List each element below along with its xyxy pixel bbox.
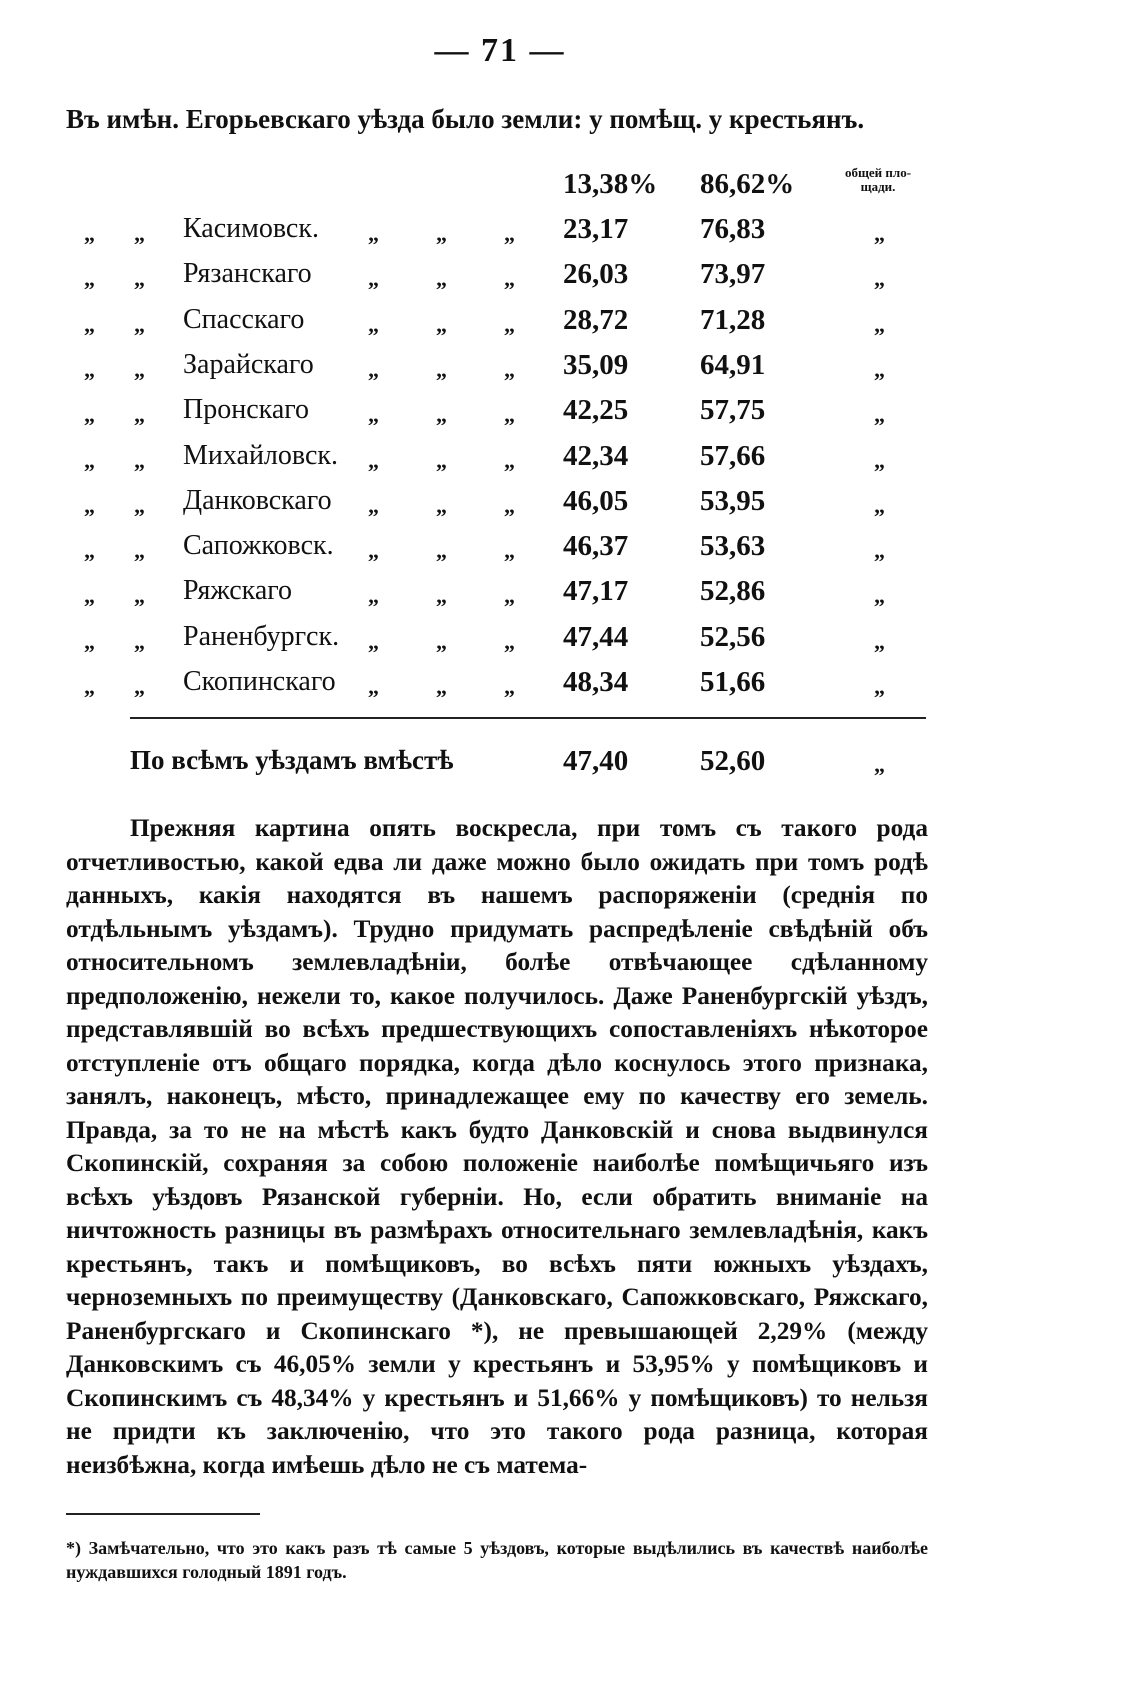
ditto-mark: „ <box>504 311 515 337</box>
ditto-mark: „ <box>436 583 447 609</box>
ditto-mark: „ <box>84 583 95 609</box>
ditto-mark: „ <box>368 538 379 564</box>
ditto-mark: „ <box>504 538 515 564</box>
landlord-share: 47,17 <box>563 575 629 608</box>
ditto-mark: „ <box>436 492 447 518</box>
peasant-share: 57,66 <box>700 439 766 472</box>
ditto-mark: „ <box>368 311 379 337</box>
ditto-mark: „ <box>436 447 447 473</box>
total-label: По всѣмъ уѣздамъ вмѣстѣ <box>130 745 454 775</box>
ditto-mark: „ <box>134 356 145 382</box>
ditto-mark: „ <box>504 447 515 473</box>
ditto-mark: „ <box>368 266 379 292</box>
table-header: Въ имѣн. Егорьевскаго уѣзда было земли: у помѣщ. у крестьянъ. <box>66 104 865 134</box>
ditto-mark: „ <box>874 674 885 699</box>
peasant-share: 57,75 <box>700 394 766 427</box>
district-name: Пронскаго <box>183 394 310 426</box>
ditto-mark: „ <box>84 266 95 292</box>
body-paragraph: Прежняя картина опять воскресла, при томъ съ такого рода отчетливостью, какой едва ли даже можно было ожидать при томъ родѣ данныхъ, какія находятся въ нашемъ распоряженіи (среднія по отдѣльнымъ уѣздамъ). Трудно придумать распредѣленіе свѣдѣній объ относительномъ землевладѣніи, болѣе отвѣчающее сдѣланному предположенію, нежели то, какое получилось. Даже Раненбургскій уѣздъ, представлявшій во всѣхъ предшествующихъ сопоставленіяхъ нѣкоторое отступленіе отъ общаго порядка, когда дѣло коснулось этого признака, занялъ, наконецъ, мѣсто, принадлежащее ему по качеству его земель. Правда, за то не на мѣстѣ какъ будто Данковскій и снова выдвинулся Скопинскій, сохраняя за собою положеніе наиболѣе помѣщичьяго изъ всѣхъ уѣздовъ Рязанской губерніи. Но, если обратить вниманіе на ничтожность разницы въ размѣрахъ относительнаго землевладѣнія, какъ крестьянъ, такъ и помѣщиковъ, во всѣхъ пяти южныхъ уѣздахъ, черноземныхъ по преимуществу (Данковскаго, Сапожковскаго, Ряжскаго, Раненбургскаго и Скопинскаго *), не превышающей 2,29% (между Данковскимъ съ 46,05% земли у крестьянъ и 53,95% у помѣщиковъ и Скопинскимъ съ 48,34% у крестьянъ и 51,66% у помѣщиковъ) то нельзя не придти къ заключенію, что это такого рода разница, которая неизбѣжна, когда имѣешь дѣло не съ матема- <box>66 814 928 1479</box>
ditto-mark: „ <box>874 356 885 382</box>
ditto-mark: „ <box>134 674 145 699</box>
peasant-share: 71,28 <box>700 303 766 336</box>
ditto-mark: „ <box>874 447 885 473</box>
ditto-mark: „ <box>368 221 379 246</box>
landlord-share: 48,34 <box>563 666 629 698</box>
total-ditto: „ <box>874 752 885 777</box>
ditto-mark: „ <box>504 492 515 518</box>
ditto-mark: „ <box>436 221 447 246</box>
peasant-share: 53,95 <box>700 484 766 517</box>
ditto-mark: „ <box>504 221 515 246</box>
ditto-mark: „ <box>368 492 379 518</box>
ditto-mark: „ <box>84 356 95 382</box>
ditto-mark: „ <box>368 628 379 654</box>
peasant-share: 52,86 <box>700 575 766 608</box>
ditto-mark: „ <box>134 221 145 246</box>
ditto-mark: „ <box>874 311 885 337</box>
ditto-mark: „ <box>436 674 447 699</box>
peasant-share: 76,83 <box>700 213 766 245</box>
district-name: Зарайскаго <box>183 348 314 380</box>
peasant-share: 64,91 <box>700 348 766 381</box>
ditto-mark: „ <box>874 402 885 428</box>
district-name: Михайловск. <box>183 439 338 471</box>
table-total-rule <box>130 717 926 719</box>
ditto-mark: „ <box>504 583 515 609</box>
peasant-share: 52,56 <box>700 620 766 653</box>
ditto-mark: „ <box>368 674 379 699</box>
landlord-share: 46,37 <box>563 530 629 563</box>
ditto-mark: „ <box>84 447 95 473</box>
district-name: Ряжскаго <box>183 575 293 607</box>
ditto-mark: „ <box>368 447 379 473</box>
ditto-mark: „ <box>84 221 95 246</box>
ditto-mark: „ <box>874 538 885 564</box>
ditto-mark: „ <box>84 628 95 654</box>
ditto-mark: „ <box>436 356 447 382</box>
ditto-mark: „ <box>436 628 447 654</box>
ditto-mark: „ <box>84 538 95 564</box>
ditto-mark: „ <box>134 447 145 473</box>
ditto-mark: „ <box>368 583 379 609</box>
district-name: Скопинскаго <box>183 666 336 697</box>
district-name: Данковскаго <box>183 484 332 516</box>
page-number: — 71 — <box>434 32 566 69</box>
footnote: *) Замѣчательно, что это какъ разъ тѣ самые 5 уѣздовъ, которые выдѣлились въ качествѣ наиболѣе нуждавшихся голодный 1891 годъ. <box>66 1538 928 1582</box>
landlord-share: 46,05 <box>563 484 629 517</box>
first-row-peasant: 86,62% <box>700 168 795 200</box>
ditto-mark: „ <box>134 492 145 518</box>
ditto-mark: „ <box>84 402 95 428</box>
district-name: Спасскаго <box>183 303 305 335</box>
ditto-mark: „ <box>874 221 885 246</box>
landlord-share: 47,44 <box>563 620 629 653</box>
ditto-mark: „ <box>504 266 515 292</box>
ditto-mark: „ <box>874 583 885 609</box>
district-name: Рязанскаго <box>183 258 312 290</box>
ditto-mark: „ <box>504 674 515 699</box>
landlord-share: 42,25 <box>563 394 629 427</box>
first-row-landlord: 13,38% <box>563 168 658 200</box>
ditto-mark: „ <box>874 492 885 518</box>
landlord-share: 23,17 <box>563 213 629 245</box>
landlord-share: 26,03 <box>563 258 629 291</box>
ditto-mark: „ <box>134 628 145 654</box>
ditto-mark: „ <box>874 266 885 292</box>
ditto-mark: „ <box>368 356 379 382</box>
ditto-mark: „ <box>134 583 145 609</box>
ditto-mark: „ <box>874 628 885 654</box>
ditto-mark: „ <box>504 628 515 654</box>
ditto-mark: „ <box>134 402 145 428</box>
ditto-mark: „ <box>504 402 515 428</box>
footnote-rule <box>66 1513 260 1515</box>
ditto-mark: „ <box>134 266 145 292</box>
ditto-mark: „ <box>84 311 95 337</box>
district-name: Раненбургск. <box>183 620 340 652</box>
district-name: Сапожковск. <box>183 530 334 562</box>
total-landlord: 47,40 <box>563 745 629 777</box>
ditto-mark: „ <box>134 311 145 337</box>
peasant-share: 73,97 <box>700 258 766 291</box>
landlord-share: 28,72 <box>563 303 629 336</box>
landlord-share: 42,34 <box>563 439 629 472</box>
ditto-mark: „ <box>84 492 95 518</box>
ditto-mark: „ <box>436 402 447 428</box>
district-name: Касимовск. <box>183 213 319 244</box>
ditto-mark: „ <box>436 311 447 337</box>
ditto-mark: „ <box>436 266 447 292</box>
first-row-note: общей пло-щади. <box>844 165 912 194</box>
landlord-share: 35,09 <box>563 348 629 381</box>
ditto-mark: „ <box>504 356 515 382</box>
ditto-mark: „ <box>436 538 447 564</box>
peasant-share: 53,63 <box>700 530 766 563</box>
ditto-mark: „ <box>368 402 379 428</box>
ditto-mark: „ <box>84 674 95 699</box>
peasant-share: 51,66 <box>700 666 766 698</box>
total-peasant: 52,60 <box>700 745 766 777</box>
ditto-mark: „ <box>134 538 145 564</box>
